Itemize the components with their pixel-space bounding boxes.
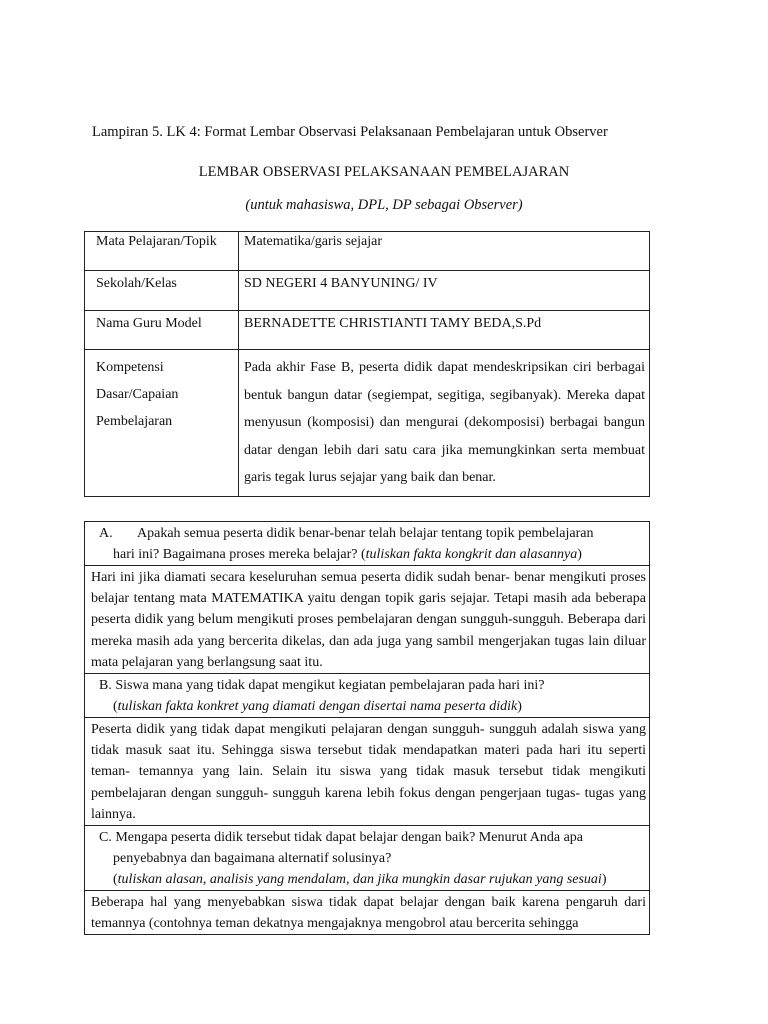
question-line [89,696,649,717]
question-line [89,675,649,696]
question-line [89,544,649,565]
question-text: ) [601,872,607,888]
info-label [85,350,239,497]
question-line [89,827,649,848]
question-row-c [85,826,650,891]
appendix-line: Lampiran 5. LK 4: Format Lembar Observasi Pelaksanaan Pembelajaran untuk Observer [92,124,608,140]
question-hint: tuliskan fakta kongkrit dan alasannya [365,547,578,562]
info-row-teacher [85,311,650,350]
answer-row-a [85,566,650,674]
info-table [84,231,650,497]
question-hint: tuliskan alasan, analisis yang mendalam, dan jika mungkin dasar rujukan yang sesuai [117,872,602,888]
info-row-school [85,271,650,311]
question-cell [85,826,650,891]
answer-text: Peserta didik yang tidak dapat mengikuti pelajaran dengan sungguh- sungguh adalah siswa yang tidak masuk saat itu. Sehingga siswa tersebut tidak mendapatkan materi pada hari itu seperti teman- temannya yang lain. Selain itu siswa yang tidak masuk tersebut tidak mengikuti pembelajaran dengan sungguh- sungguh karena lebih fokus dengan pengerjaan tugas- tugas yang lainnya. [85,718,650,826]
question-text: Siswa mana yang tidak dapat mengikut kegiatan pembelajaran pada hari ini? [115,678,545,694]
question-line [89,869,649,890]
question-hint: tuliskan fakta konkret yang diamati dengan disertai nama peserta didik [117,699,518,715]
info-label: Nama Guru Model [85,311,239,350]
question-row-a [85,522,650,566]
info-row-competency [85,350,650,497]
info-label: Sekolah/Kelas [85,271,239,311]
observation-table [84,521,650,935]
info-label: Mata Pelajaran/Topik [85,232,239,271]
info-label-line: Kompetensi [96,360,164,375]
document-subtitle: (untuk mahasiswa, DPL, DP sebagai Observer) [245,197,523,213]
answer-row-c [85,891,650,935]
question-letter: C. [99,830,112,846]
question-text: ( [113,872,118,888]
question-line: penyebabnya dan bagaimana alternatif solusinya? [113,851,392,867]
info-label-line: Pembelajaran [96,414,173,429]
answer-text: Hari ini jika diamati secara keseluruhan semua peserta didik sudah benar- benar mengikuti proses belajar tentang mata MATEMATIKA yaitu dengan topik garis sejajar. Tetapi masih ada beberapa peserta didik yang belum mengikuti proses pembelajaran dengan sungguh-sungguh. Beberapa dari mereka masih ada yang bercerita dikelas, dan ada juga yang sambil mengerjakan tugas lain diluar mata pelajaran yang berlangsung saat itu. [85,566,650,674]
question-text: Mengapa peserta didik tersebut tidak dapat belajar dengan baik? Menurut Anda apa [115,830,584,846]
document-title: LEMBAR OBSERVASI PELAKSANAAN PEMBELAJARAN [198,164,570,180]
answer-row-b [85,718,650,826]
question-row-b [85,674,650,718]
question-text: ) [577,547,582,562]
question-letter: B. [99,678,112,694]
question-text: ( [113,699,118,715]
question-text: hari ini? Bagaimana proses mereka belajar? ( [113,547,366,562]
question-letter: A. [99,526,113,541]
info-value: Matematika/garis sejajar [239,232,650,271]
question-cell [85,522,650,566]
question-text: ) [517,699,522,715]
answer-text: Beberapa hal yang menyebabkan siswa tidak dapat belajar dengan baik karena pengaruh dari temannya (contohnya teman dekatnya mengajaknya mengobrol atau bercerita sehingga [85,891,650,935]
question-line [89,523,649,544]
info-label-line: Dasar/Capaian [96,387,179,402]
question-cell [85,674,650,718]
info-value: SD NEGERI 4 BANYUNING/ IV [239,271,650,311]
info-value: Pada akhir Fase B, peserta didik dapat mendeskripsikan ciri berbagai bentuk bangun datar (segiempat, segitiga, segibanyak). Mereka dapat menyusun (komposisi) dan mengurai (dekomposisi) berbagai bangun datar dengan lebih dari satu cara jika memungkinkan serta membuat garis tegak lurus sejajar yang baik dan benar. [239,350,650,497]
info-row-subject [85,232,650,271]
info-value: BERNADETTE CHRISTIANTI TAMY BEDA,S.Pd [239,311,650,350]
question-text: Apakah semua peserta didik benar-benar telah belajar tentang topik pembelajaran [137,526,594,541]
